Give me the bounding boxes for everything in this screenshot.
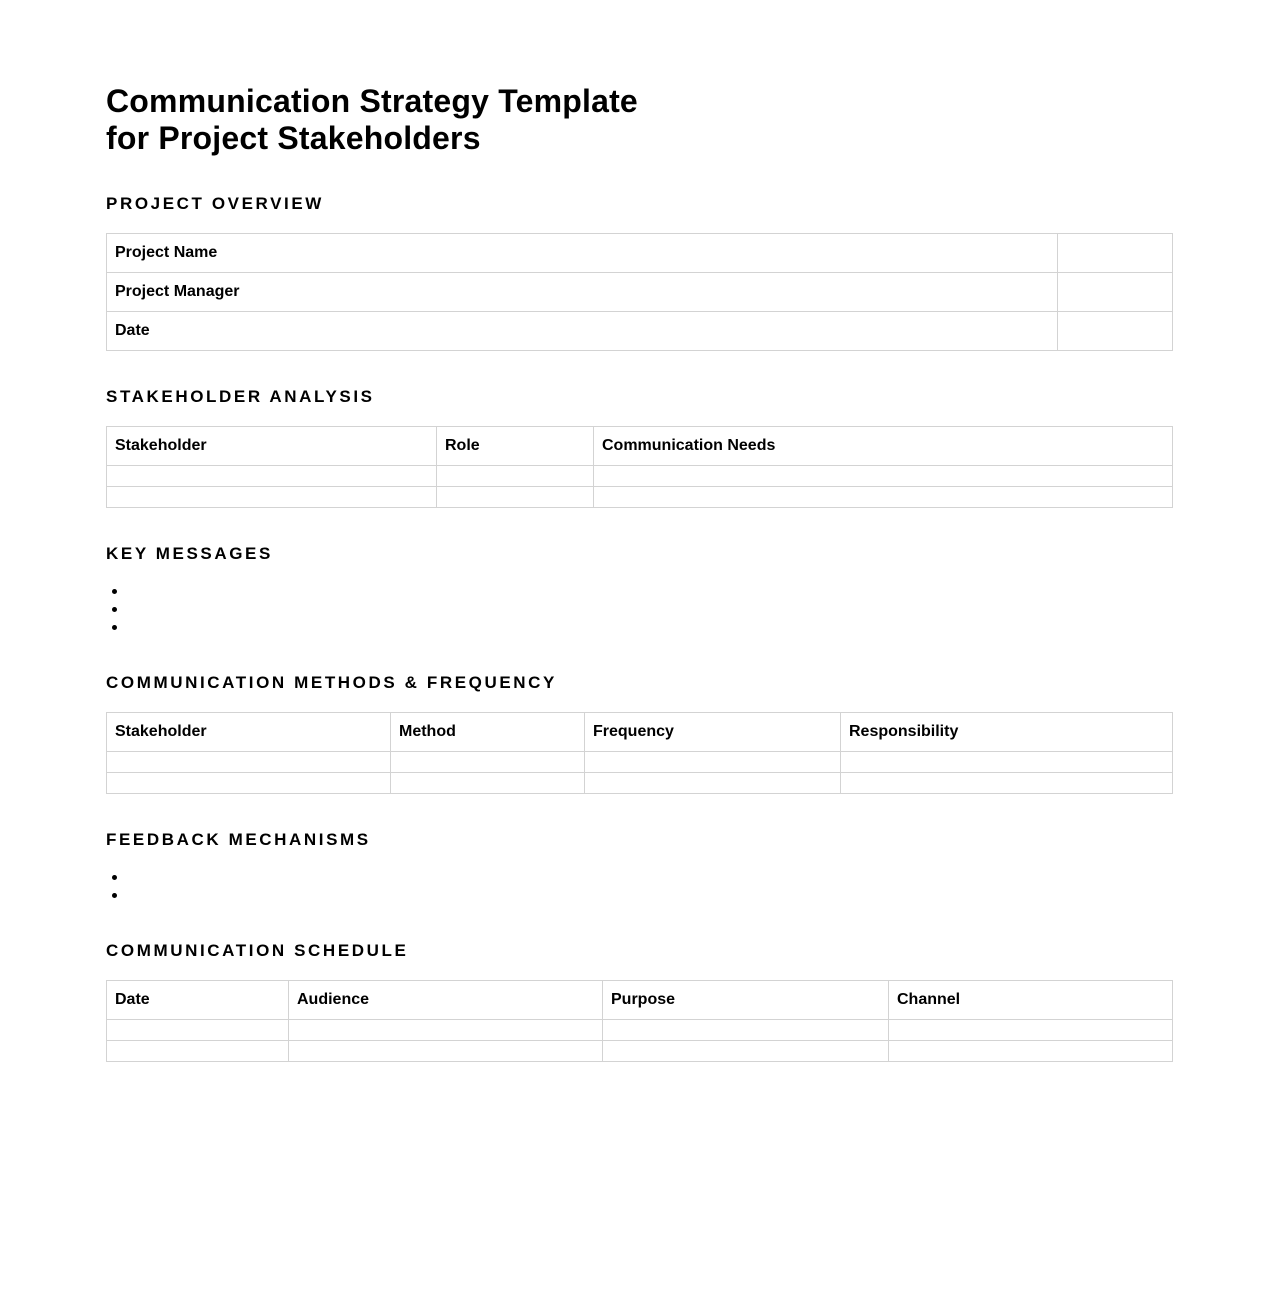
table-cell[interactable] (437, 487, 594, 508)
stakeholder-analysis-heading: STAKEHOLDER ANALYSIS (106, 387, 375, 406)
table-row (107, 466, 1173, 487)
table-cell[interactable] (107, 1020, 289, 1041)
table-row (107, 312, 1173, 351)
communication-schedule-table (106, 980, 1173, 1062)
project-overview-heading: PROJECT OVERVIEW (106, 194, 324, 213)
table-header-row (107, 427, 1173, 466)
feedback-mechanisms-heading: FEEDBACK MECHANISMS (106, 830, 371, 849)
project-manager-label: Project Manager (107, 273, 1058, 312)
table-row (107, 1020, 1173, 1041)
feedback-mechanisms-list (106, 869, 126, 905)
table-cell[interactable] (107, 487, 437, 508)
table-row (107, 234, 1173, 273)
table-row (107, 487, 1173, 508)
list-item[interactable] (106, 619, 126, 637)
table-cell[interactable] (437, 466, 594, 487)
project-name-label: Project Name (107, 234, 1058, 273)
list-item[interactable] (106, 601, 126, 619)
table-cell[interactable] (603, 1041, 889, 1062)
table-header-row (107, 981, 1173, 1020)
column-header-communication-needs: Communication Needs (594, 427, 1173, 466)
table-cell[interactable] (289, 1020, 603, 1041)
column-header-method: Method (391, 713, 585, 752)
key-messages-heading: KEY MESSAGES (106, 544, 273, 563)
table-cell[interactable] (889, 1020, 1173, 1041)
list-item[interactable] (106, 583, 126, 601)
table-cell[interactable] (107, 773, 391, 794)
list-item[interactable] (106, 887, 126, 905)
table-cell[interactable] (841, 752, 1173, 773)
table-header-row (107, 713, 1173, 752)
table-cell[interactable] (841, 773, 1173, 794)
column-header-channel: Channel (889, 981, 1173, 1020)
table-cell[interactable] (603, 1020, 889, 1041)
communication-schedule-heading: COMMUNICATION SCHEDULE (106, 941, 409, 960)
table-cell[interactable] (594, 487, 1173, 508)
column-header-purpose: Purpose (603, 981, 889, 1020)
list-item[interactable] (106, 869, 126, 887)
key-messages-list (106, 583, 126, 637)
table-row (107, 273, 1173, 312)
table-cell[interactable] (391, 752, 585, 773)
table-cell[interactable] (594, 466, 1173, 487)
column-header-stakeholder: Stakeholder (107, 713, 391, 752)
table-cell[interactable] (585, 773, 841, 794)
column-header-audience: Audience (289, 981, 603, 1020)
table-cell[interactable] (391, 773, 585, 794)
table-cell[interactable] (107, 752, 391, 773)
project-name-value[interactable] (1058, 234, 1173, 273)
column-header-date: Date (107, 981, 289, 1020)
title-line-1: Communication Strategy Template (106, 83, 638, 119)
column-header-stakeholder: Stakeholder (107, 427, 437, 466)
column-header-frequency: Frequency (585, 713, 841, 752)
communication-methods-table (106, 712, 1173, 794)
table-cell[interactable] (107, 466, 437, 487)
table-row (107, 1041, 1173, 1062)
table-cell[interactable] (585, 752, 841, 773)
table-row (107, 773, 1173, 794)
table-row (107, 752, 1173, 773)
column-header-responsibility: Responsibility (841, 713, 1173, 752)
project-overview-table (106, 233, 1173, 351)
table-cell[interactable] (107, 1041, 289, 1062)
date-label: Date (107, 312, 1058, 351)
document-title (106, 83, 746, 157)
table-cell[interactable] (889, 1041, 1173, 1062)
title-line-2: for Project Stakeholders (106, 120, 481, 156)
project-manager-value[interactable] (1058, 273, 1173, 312)
table-cell[interactable] (289, 1041, 603, 1062)
column-header-role: Role (437, 427, 594, 466)
date-value[interactable] (1058, 312, 1173, 351)
stakeholder-analysis-table (106, 426, 1173, 508)
communication-methods-heading: COMMUNICATION METHODS & FREQUENCY (106, 673, 557, 692)
